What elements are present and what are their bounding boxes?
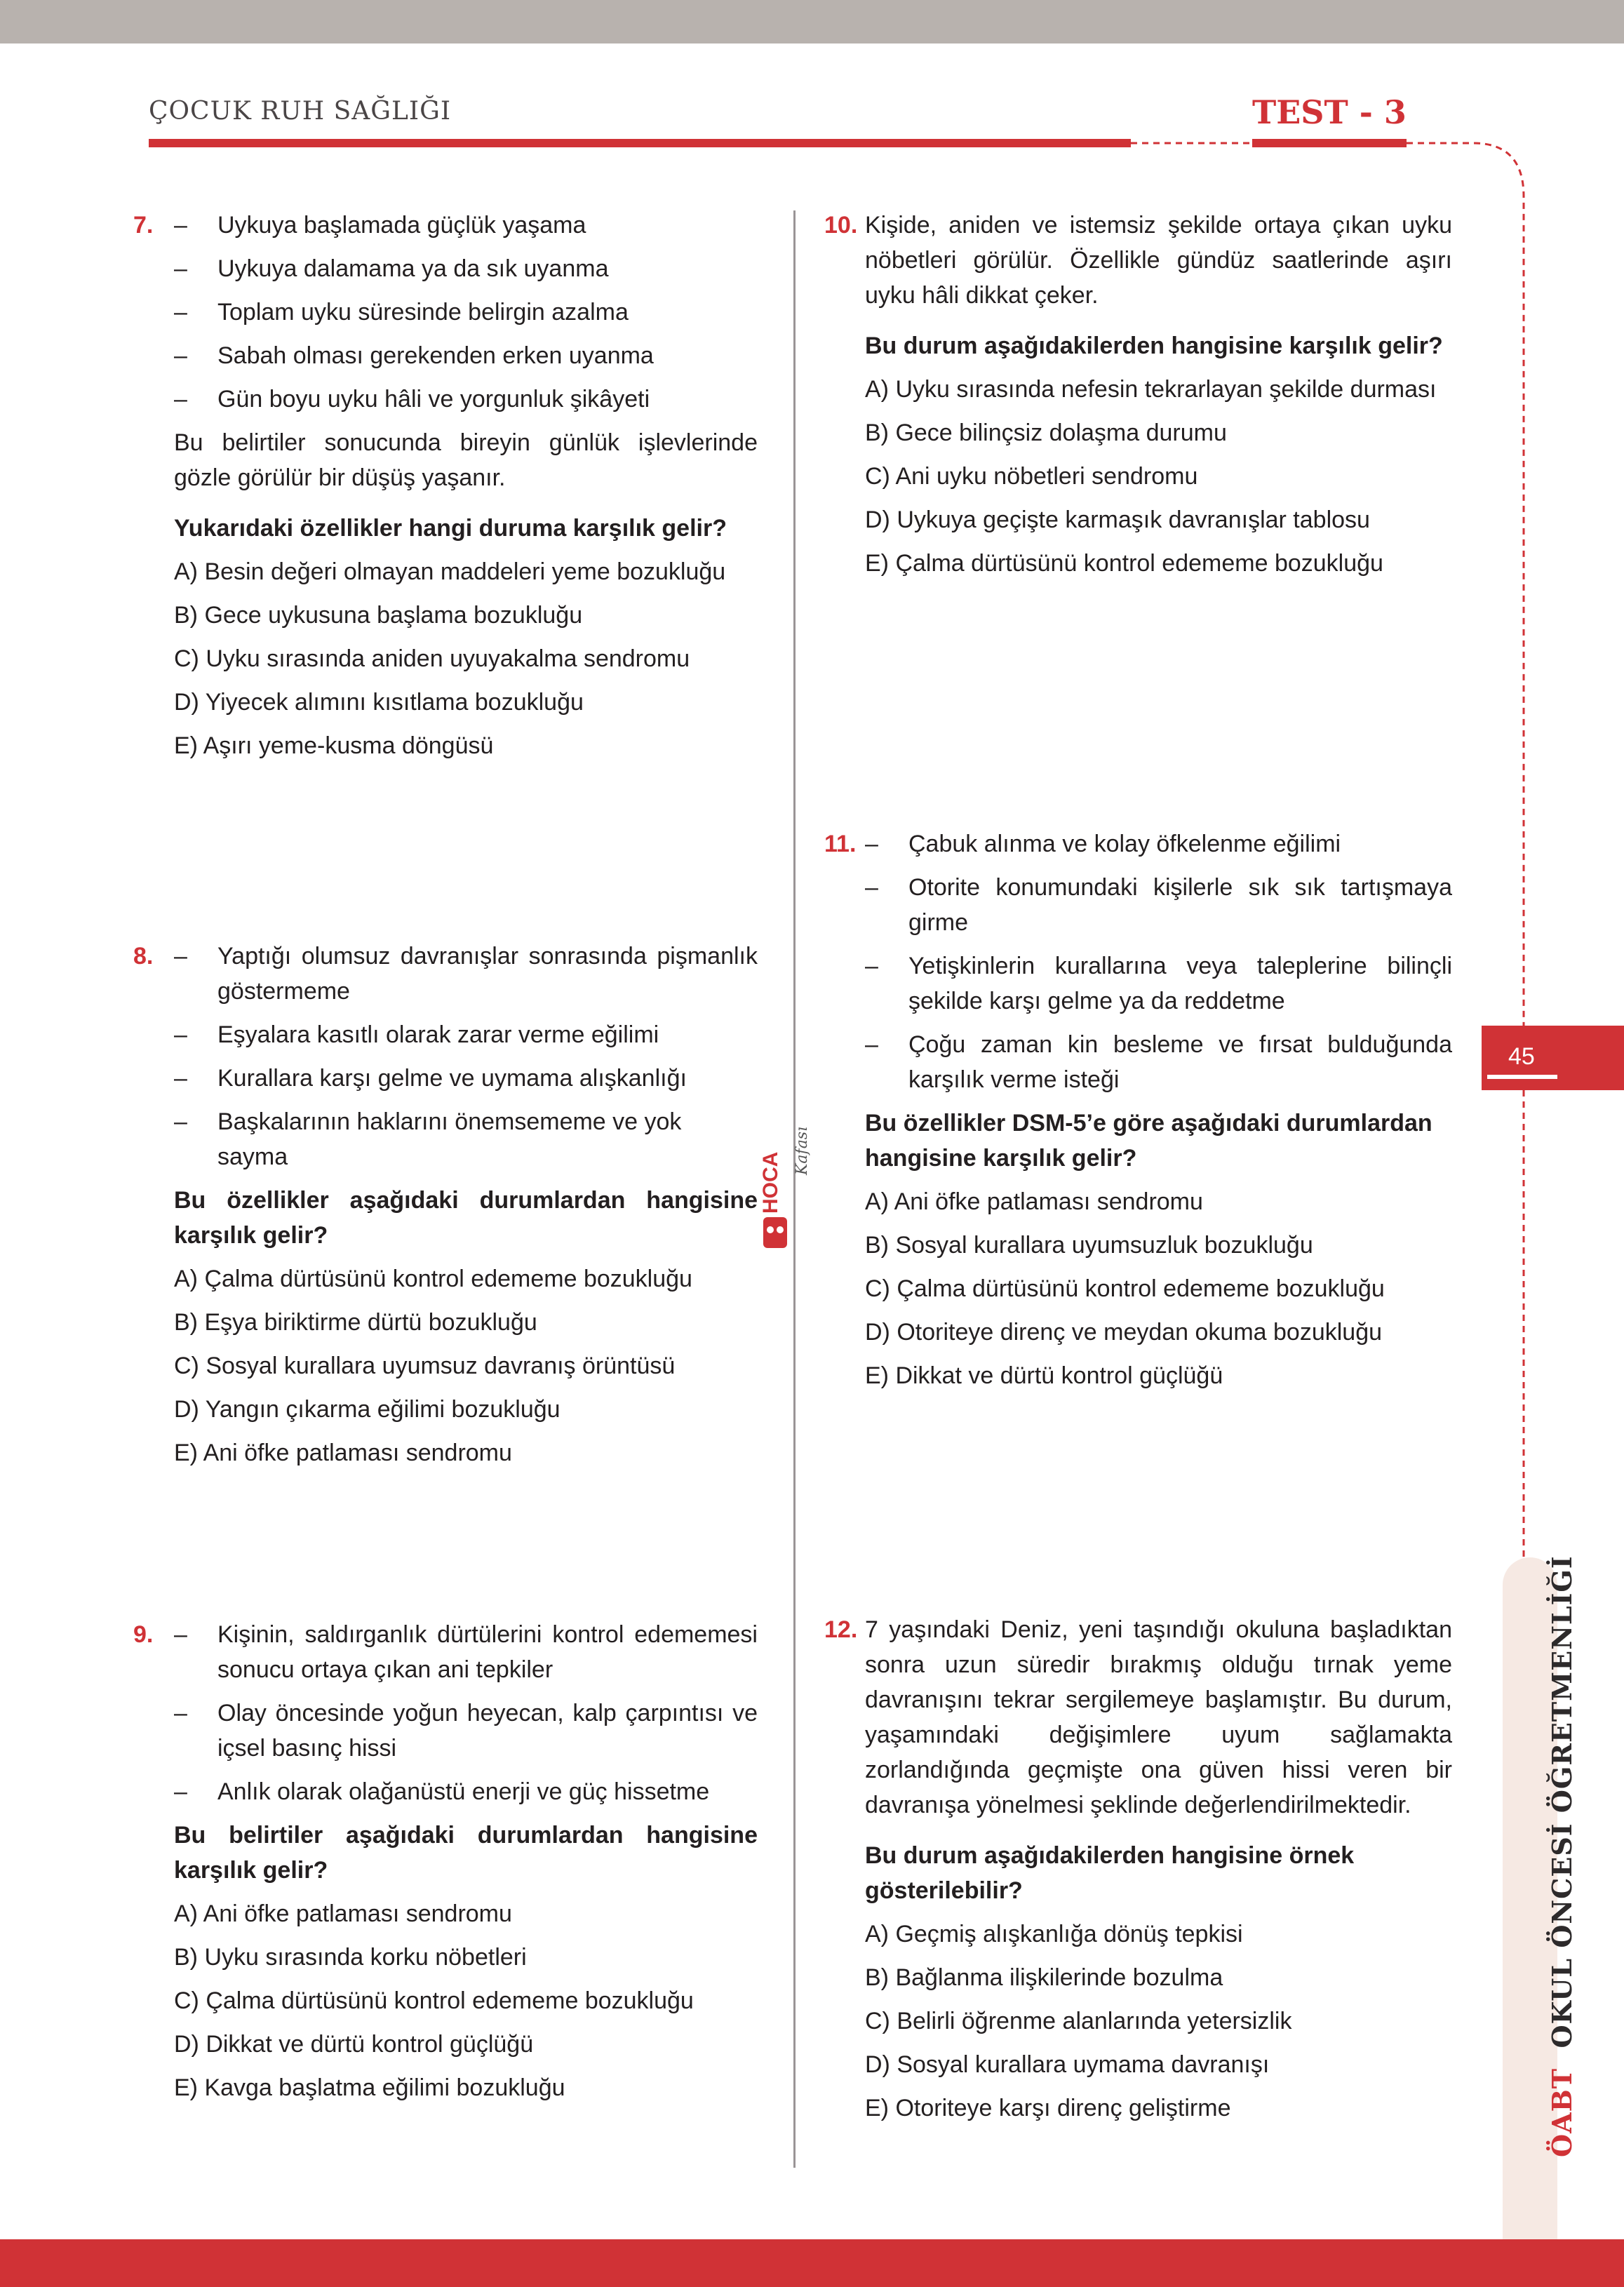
question-11 <box>824 826 1452 1402</box>
option-b[interactable]: B) Uyku sırasında korku nöbetleri <box>174 1944 527 1971</box>
question-number: 9. <box>133 1621 154 1648</box>
option-c[interactable]: C) Ani uyku nöbetleri sendromu <box>865 463 1198 490</box>
criterion-item: – Kişinin, saldırganlık dürtülerini kontrol edememesi sonucu ortaya çıkan ani tepkiler <box>174 1617 758 1687</box>
option-e[interactable]: E) Dikkat ve dürtü kontrol güçlüğü <box>865 1362 1223 1389</box>
page-number-underline <box>1487 1075 1557 1079</box>
option-a[interactable]: A) Uyku sırasında nefesin tekrarlayan şekilde durması <box>865 376 1437 403</box>
bottom-band <box>0 2239 1624 2287</box>
option-d[interactable]: D) Otoriteye direnç ve meydan okuma bozukluğu <box>865 1319 1383 1346</box>
question-body: 7 yaşındaki Deniz, yeni taşındığı okuluna başladıktan sonra uzun süredir bırakmış olduğu tırnak yeme davranışını tekrar sergilemeye başlamıştır. Bu durum, yaşamındaki değişimlere uyum sağlamakta zorlandığında geçmişte ona güven hissi veren bir davranışa yönelmesi şeklinde değerlendirilmektedir. <box>865 1616 1452 1818</box>
option-e[interactable]: E) Kavga başlatma eğilimi bozukluğu <box>174 2074 565 2101</box>
option-b[interactable]: B) Gece bilinçsiz dolaşma durumu <box>865 420 1227 446</box>
criterion-item: – Yetişkinlerin kurallarına veya taleplerine bilinçli şekilde karşı gelme ya da reddetme <box>865 948 1452 1019</box>
option-c[interactable]: C) Sosyal kurallara uyumsuz davranış örüntüsü <box>174 1353 676 1379</box>
question-stem: Yukarıdaki özellikler hangi duruma karşılık gelir? <box>174 515 727 542</box>
question-number: 8. <box>133 943 154 970</box>
question-9 <box>133 1617 758 2114</box>
option-d[interactable]: D) Yangın çıkarma eğilimi bozukluğu <box>174 1396 561 1423</box>
criterion-item: – Eşyalara kasıtlı olarak zarar verme eğilimi <box>174 1017 758 1052</box>
question-stem: Bu durum aşağıdakilerden hangisine karşılık gelir? <box>865 333 1443 359</box>
criterion-item: – Uykuya dalamama ya da sık uyanma <box>174 251 758 286</box>
option-a[interactable]: A) Besin değeri olmayan maddeleri yeme bozukluğu <box>174 558 726 585</box>
test-label: TEST - 3 <box>1252 93 1407 131</box>
option-d[interactable]: D) Uykuya geçişte karmaşık davranışlar tablosu <box>865 507 1370 533</box>
question-7 <box>133 208 758 772</box>
logo-tagline: Kafası <box>793 1126 811 1175</box>
question-number: 11. <box>824 831 857 857</box>
option-b[interactable]: B) Bağlanma ilişkilerinde bozulma <box>865 1964 1223 1991</box>
book-title: ÇOCUK RUH SAĞLIĞI <box>149 97 452 126</box>
question-stem: Bu özellikler DSM-5’e göre aşağıdaki durumlardan hangisine karşılık gelir? <box>865 1110 1432 1172</box>
option-b[interactable]: B) Sosyal kurallara uyumsuzluk bozukluğu <box>865 1232 1313 1259</box>
option-d[interactable]: D) Sosyal kurallara uymama davranışı <box>865 2051 1270 2078</box>
option-a[interactable]: A) Ani öfke patlaması sendromu <box>865 1188 1203 1215</box>
option-a[interactable]: A) Geçmiş alışkanlığa dönüş tepkisi <box>865 1921 1243 1947</box>
question-stem: Bu belirtiler aşağıdaki durumlardan hangisine karşılık gelir? <box>174 1822 758 1884</box>
criterion-item: – Sabah olması gerekenden erken uyanma <box>174 338 758 373</box>
page-number: 45 <box>1508 1043 1535 1070</box>
criterion-item: – Başkalarının haklarını önemsememe ve yok sayma <box>174 1104 758 1174</box>
criterion-item: – Yaptığı olumsuz davranışlar sonrasında pişmanlık göstermeme <box>174 939 758 1009</box>
option-d[interactable]: D) Yiyecek alımını kısıtlama bozukluğu <box>174 689 584 716</box>
page-number-box <box>1482 1026 1624 1090</box>
option-b[interactable]: B) Eşya biriktirme dürtü bozukluğu <box>174 1309 537 1336</box>
option-a[interactable]: A) Çalma dürtüsünü kontrol edememe bozukluğu <box>174 1266 692 1292</box>
criterion-item: – Uykuya başlamada güçlük yaşama <box>174 208 758 243</box>
question-body: Kişide, aniden ve istemsiz şekilde ortaya çıkan uyku nöbetleri görülür. Özellikle gündüz saatlerinde aşırı uyku hâli dikkat çeker. <box>865 212 1452 309</box>
criterion-item: – Olay öncesinde yoğun heyecan, kalp çarpıntısı ve içsel basınç hissi <box>174 1696 758 1766</box>
option-e[interactable]: E) Otoriteye karşı direnç geliştirme <box>865 2095 1231 2121</box>
side-label <box>1546 1555 1578 2157</box>
side-label-main: OKUL ÖNCESİ ÖĞRETMENLİĞİ <box>1546 1555 1578 2048</box>
side-label-accent: ÖABT <box>1546 2068 1578 2157</box>
option-d[interactable]: D) Dikkat ve dürtü kontrol güçlüğü <box>174 2031 534 2058</box>
question-stem: Bu özellikler aşağıdaki durumlardan hangisine karşılık gelir? <box>174 1187 758 1249</box>
criterion-item: – Otorite konumundaki kişilerle sık sık tartışmaya girme <box>865 870 1452 940</box>
option-e[interactable]: E) Ani öfke patlaması sendromu <box>174 1440 512 1466</box>
hoca-logo <box>758 1126 831 1266</box>
question-number: 7. <box>133 212 154 239</box>
option-e[interactable]: E) Çalma dürtüsünü kontrol edememe bozukluğu <box>865 550 1383 577</box>
logo-text: HOCA <box>759 1151 782 1214</box>
question-number: 12. <box>824 1616 858 1643</box>
criterion-item: – Kurallara karşı gelme ve uymama alışkanlığı <box>174 1061 758 1096</box>
option-b[interactable]: B) Gece uykusuna başlama bozukluğu <box>174 602 583 629</box>
criterion-item: – Gün boyu uyku hâli ve yorgunluk şikâyeti <box>174 382 758 417</box>
option-c[interactable]: C) Uyku sırasında aniden uyuyakalma sendromu <box>174 645 690 672</box>
option-c[interactable]: C) Çalma dürtüsünü kontrol edememe bozukluğu <box>865 1275 1385 1302</box>
question-number: 10. <box>824 212 858 239</box>
option-c[interactable]: C) Çalma dürtüsünü kontrol edememe bozukluğu <box>174 1987 694 2014</box>
question-8 <box>133 939 758 1479</box>
criterion-item: – Çoğu zaman kin besleme ve fırsat bulduğunda karşılık verme isteği <box>865 1027 1452 1097</box>
option-a[interactable]: A) Ani öfke patlaması sendromu <box>174 1900 512 1927</box>
question-stem: Bu durum aşağıdakilerden hangisine örnek gösterilebilir? <box>865 1842 1355 1904</box>
option-c[interactable]: C) Belirli öğrenme alanlarında yetersizlik <box>865 2008 1292 2034</box>
criterion-item: – Çabuk alınma ve kolay öfkelenme eğilimi <box>865 826 1452 861</box>
criterion-item: – Anlık olarak olağanüstü enerji ve güç hissetme <box>174 1774 758 1809</box>
logo-bag-icon <box>763 1217 787 1248</box>
option-e[interactable]: E) Aşırı yeme-kusma döngüsü <box>174 732 494 759</box>
question-10 <box>824 208 1452 589</box>
criterion-item: – Toplam uyku süresinde belirgin azalma <box>174 295 758 330</box>
question-body: Bu belirtiler sonucunda bireyin günlük işlevlerinde gözle görülür bir düşüş yaşanır. <box>174 429 758 491</box>
question-12 <box>824 1612 1452 2134</box>
